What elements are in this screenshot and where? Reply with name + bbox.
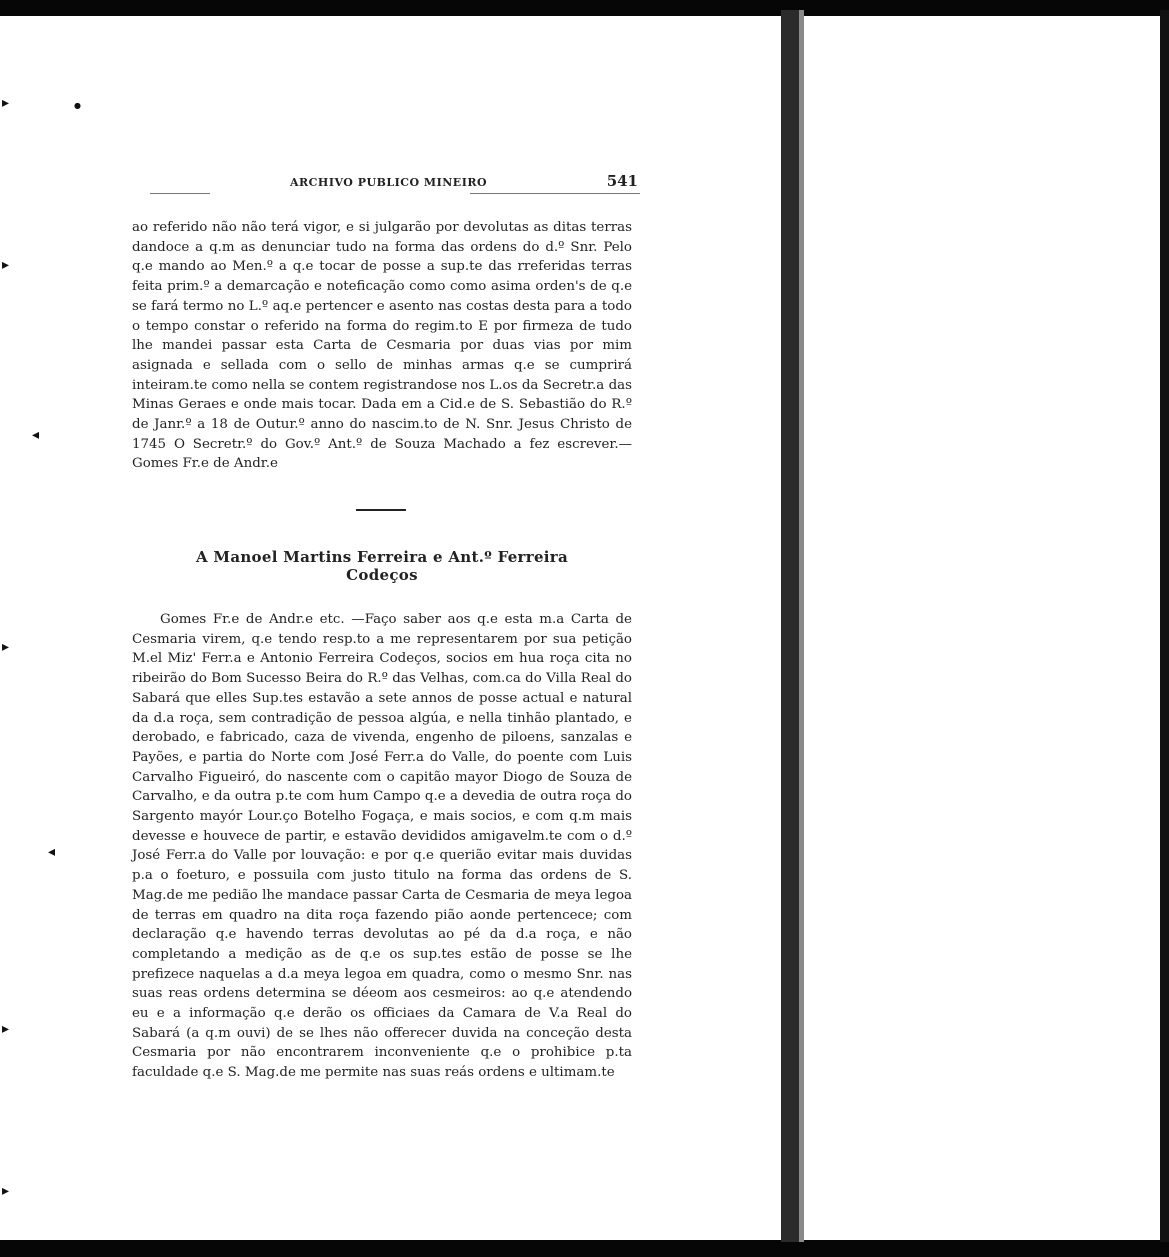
scan-mark: ▸ xyxy=(2,95,10,111)
running-header xyxy=(150,168,640,198)
body-text-section xyxy=(132,610,632,1083)
book-gutter xyxy=(781,10,799,1242)
scan-mark: ◂ xyxy=(32,427,40,443)
scan-mark: ◂ xyxy=(48,844,56,860)
scan-mark: ▸ xyxy=(2,639,10,655)
scan-border-bottom xyxy=(0,1240,1169,1257)
scan-mark: ▸ xyxy=(2,1183,10,1199)
page-edge xyxy=(1160,10,1169,1242)
paragraph: ao referido não não terá vigor, e si julgarão por devolutas as ditas terras dandoce a q.m as denunciar tudo na forma das ordens do d.º Snr. Pelo q.e mando ao Men.º a q.e tocar de posse a sup.te das rreferidas terras feita prim.º a demarcação e noteficação como como asima orden's de q.e se fará termo no L.º aq.e pertencer e asento nas costas desta para a todo o tempo constar o referido na forma do regim.to E por firmeza de tudo lhe mandei passar esta Carta de Cesmaria por duas vias por mim asignada e sellada com o sello de minhas armas q.e se cumprirá inteiram.te como nella se contem registrandose nos L.os da Secretr.a das Minas Geraes e onde mais tocar. Dada em a Cid.e de S. Sebastião do R.º de Janr.º a 18 de Outur.º anno do nascim.to de N. Snr. Jesus Christo de 1745 O Secretr.º do Gov.º Ant.º de Souza Machado a fez escrever.—Gomes Fr.e de Andr.e xyxy=(132,220,632,472)
section-separator xyxy=(356,509,406,511)
header-rule-left xyxy=(150,193,210,194)
book-gutter-shadow xyxy=(799,10,804,1242)
heading-line-2: Codeços xyxy=(346,566,418,584)
scan-border-top xyxy=(0,0,1169,16)
paragraph: Gomes Fr.e de Andr.e etc. —Faço saber aos q.e esta m.a Carta de Cesmaria virem, q.e tendo resp.to a me representarem por sua petição M.el Miz' Ferr.a e Antonio Ferreira Codeços, socios em hua roça cita no ribeirão do Bom Sucesso Beira do R.º das Velhas, com.ca do Villa Real do Sabará que elles Sup.tes estavão a sete annos de posse actual e natural da d.a roça, sem contradição de pessoa algúa, e nella tinhão plantado, e derobado, e fabricado, caza de vivenda, engenho de piloens, sanzalas e Payões, e partia do Norte com José Ferr.a do Valle, do poente com Luis Carvalho Figueiró, do nascente com o capitão mayor Diogo de Souza de Carvalho, e da outra p.te com hum Campo q.e a devedia de outra roça do Sargento mayór Lour.ço Botelho Fogaça, e mais socios, e com q.m mais devesse e houvece de partir, e estavão devididos amigavelm.te com o d.º José Ferr.a do Valle por louvação: e por q.e querião evitar mais duvidas p.a o foeturo, e possuila com justo titulo na forma das ordens de S. Mag.de me pedião lhe mandace passar Carta de Cesmaria de meya legoa de terras em quadro na dita roça fazendo pião aonde pertencece; com declaração q.e havendo terras devolutas ao pé da d.a roça, e não completando a medição as de q.e os sup.tes estão de posse se lhe prefizece naquelas a d.a meya legoa em quadra, como o mesmo Snr. nas suas reas ordens determina se déeom aos cesmeiros: ao q.e atendendo eu e a informação q.e derão os officiaes da Camara de V.a Real do Sabará (a q.m ouvi) de se lhes não offerecer duvida na conceção desta Cesmaria por não encontrarem inconveniente q.e o prohibice p.ta faculdade q.e S. Mag.de me permite nas suas reás ordens e ultimam.te xyxy=(132,612,632,1081)
body-text-continued xyxy=(132,218,632,474)
scan-mark: ▸ xyxy=(2,257,10,273)
header-title: ARCHIVO PUBLICO MINEIRO xyxy=(290,176,488,189)
scan-mark: ● xyxy=(74,101,81,110)
header-rule-right xyxy=(470,193,640,194)
page-number: 541 xyxy=(606,172,638,190)
scan-mark: ▸ xyxy=(2,1021,10,1037)
section-heading xyxy=(132,548,632,584)
heading-line-1: A Manoel Martins Ferreira e Ant.º Ferreira xyxy=(195,548,569,566)
